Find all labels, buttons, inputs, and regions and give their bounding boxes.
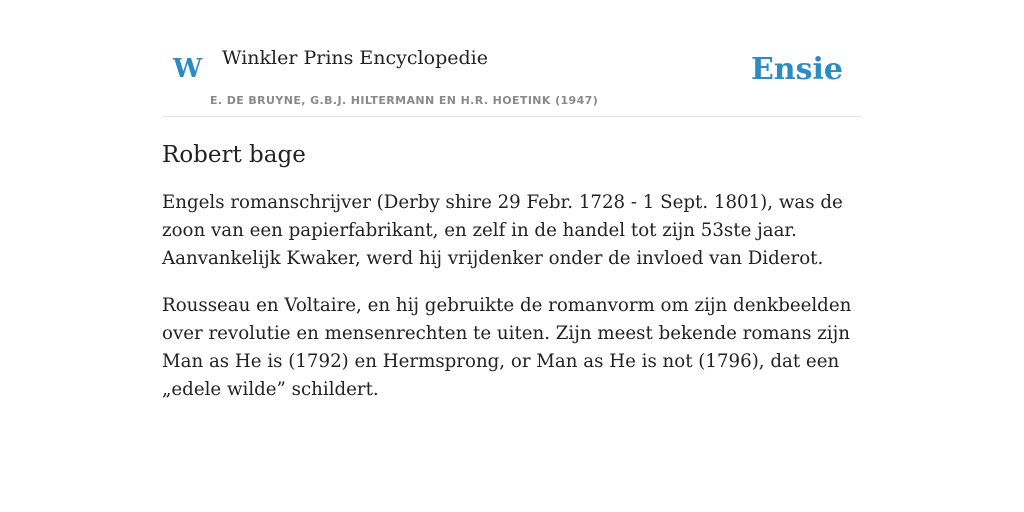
source-header xyxy=(162,0,862,117)
source-authors: E. DE BRUYNE, G.B.J. HILTERMANN EN H.R. HOETINK (1947) xyxy=(210,94,599,107)
entry-paragraph: Rousseau en Voltaire, en hij gebruikte de romanvorm om zijn denkbeelden over revolutie en mensenrechten te uiten. Zijn meest bekende romans zijn Man as He is (1792) en Hermsprong, or Man as He is not (1796), dat een „edele wilde” schildert. xyxy=(162,295,852,400)
source-title[interactable]: Winkler Prins Encyclopedie xyxy=(222,47,488,69)
entry-title: Robert bage xyxy=(162,142,306,168)
source-logo-link[interactable]: W xyxy=(173,54,203,84)
article-container xyxy=(162,0,862,404)
ensie-logo-link[interactable]: Ensie xyxy=(750,52,843,87)
entry-content xyxy=(162,117,862,404)
entry-paragraph: Engels romanschrijver (Derby shire 29 Febr. 1728 - 1 Sept. 1801), was de zoon van een papierfabrikant, en zelf in de handel tot zijn 53ste jaar. Aanvankelijk Kwaker, werd hij vrijdenker onder de invloed van Diderot. xyxy=(162,192,843,269)
